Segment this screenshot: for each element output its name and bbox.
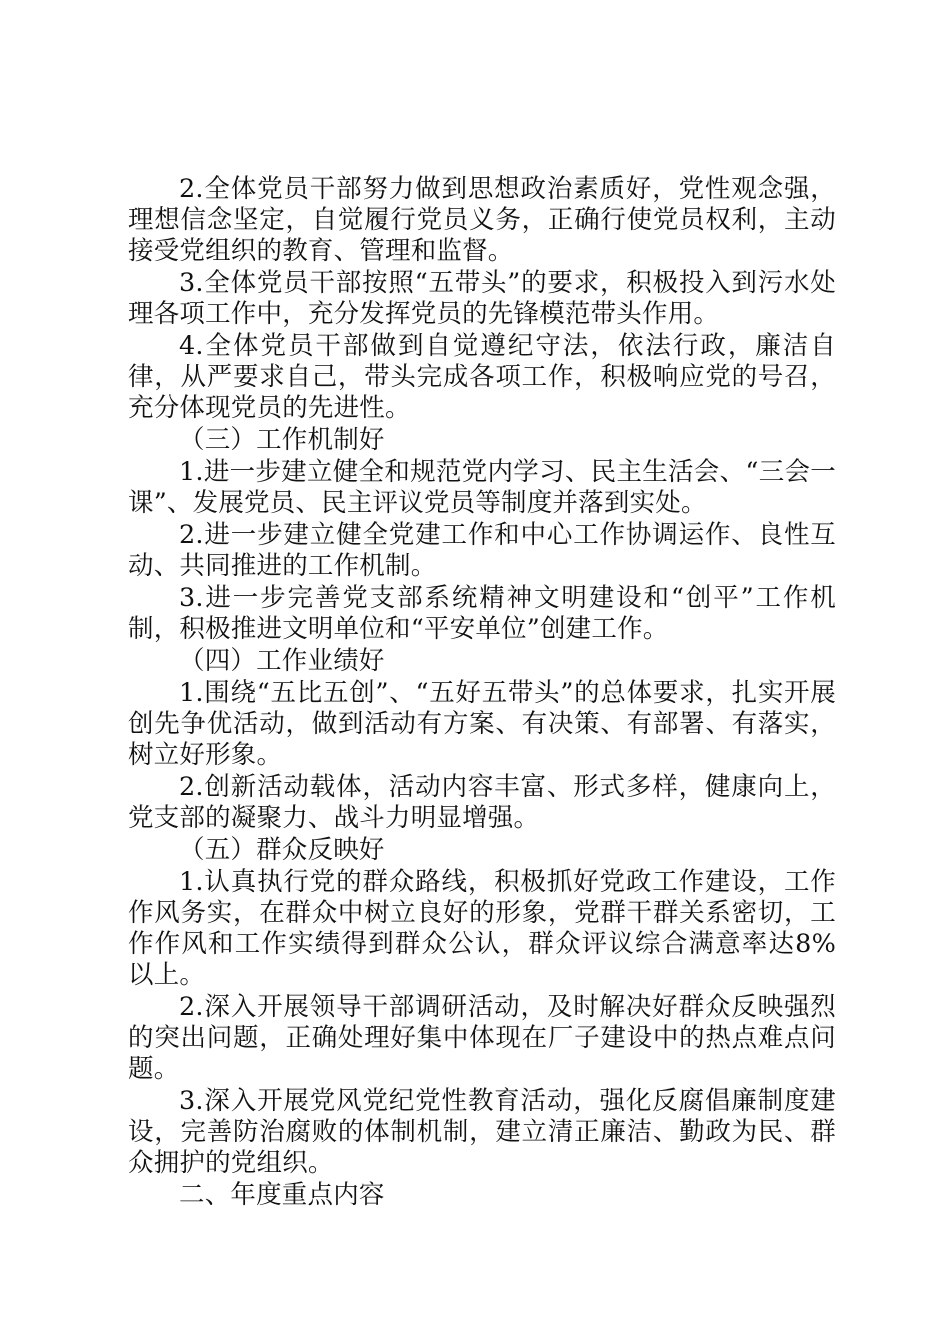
- paragraph: 1.进一步建立健全和规范党内学习、民主生活会、“三会一课”、发展党员、民主评议党员等制度并落到实处。: [128, 457, 836, 518]
- paragraph: 3.全体党员干部按照“五带头”的要求，积极投入到污水处理各项工作中，充分发挥党员的先锋模范带头作用。: [128, 268, 836, 329]
- paragraph: 2.全体党员干部努力做到思想政治素质好，党性观念强，理想信念坚定，自觉履行党员义务，正确行使党员权利，主动接受党组织的教育、管理和监督。: [128, 174, 836, 266]
- section-heading: 二、年度重点内容: [179, 1180, 385, 1210]
- document-body: [128, 174, 836, 1211]
- paragraph: 1.围绕“五比五创”、“五好五带头”的总体要求，扎实开展创先争优活动，做到活动有方案、有决策、有部署、有落实，树立好形象。: [128, 678, 836, 770]
- paragraph: 3.进一步完善党支部系统精神文明建设和“创平”工作机制，积极推进文明单位和“平安单位”创建工作。: [128, 583, 836, 644]
- paragraph: 1.认真执行党的群众路线，积极抓好党政工作建设，工作作风务实，在群众中树立良好的形象，党群干群关系密切，工作作风和工作实绩得到群众公认，群众评议综合满意率达8%以上。: [128, 867, 836, 990]
- section-heading: （五）群众反映好: [179, 835, 385, 865]
- paragraph: 2.创新活动载体，活动内容丰富、形式多样，健康向上，党支部的凝聚力、战斗力明显增强。: [128, 772, 836, 833]
- paragraph: 4.全体党员干部做到自觉遵纪守法，依法行政，廉洁自律，从严要求自己，带头完成各项工作，积极响应党的号召，充分体现党员的先进性。: [128, 331, 836, 423]
- paragraph: 2.进一步建立健全党建工作和中心工作协调运作、良性互动、共同推进的工作机制。: [128, 520, 836, 581]
- paragraph: 3.深入开展党风党纪党性教育活动，强化反腐倡廉制度建设，完善防治腐败的体制机制，建立清正廉洁、勤政为民、群众拥护的党组织。: [128, 1086, 836, 1178]
- section-heading: （三）工作机制好: [179, 425, 385, 455]
- section-heading: （四）工作业绩好: [179, 646, 385, 676]
- paragraph: 2.深入开展领导干部调研活动，及时解决好群众反映强烈的突出问题，正确处理好集中体现在厂子建设中的热点难点问题。: [128, 992, 836, 1084]
